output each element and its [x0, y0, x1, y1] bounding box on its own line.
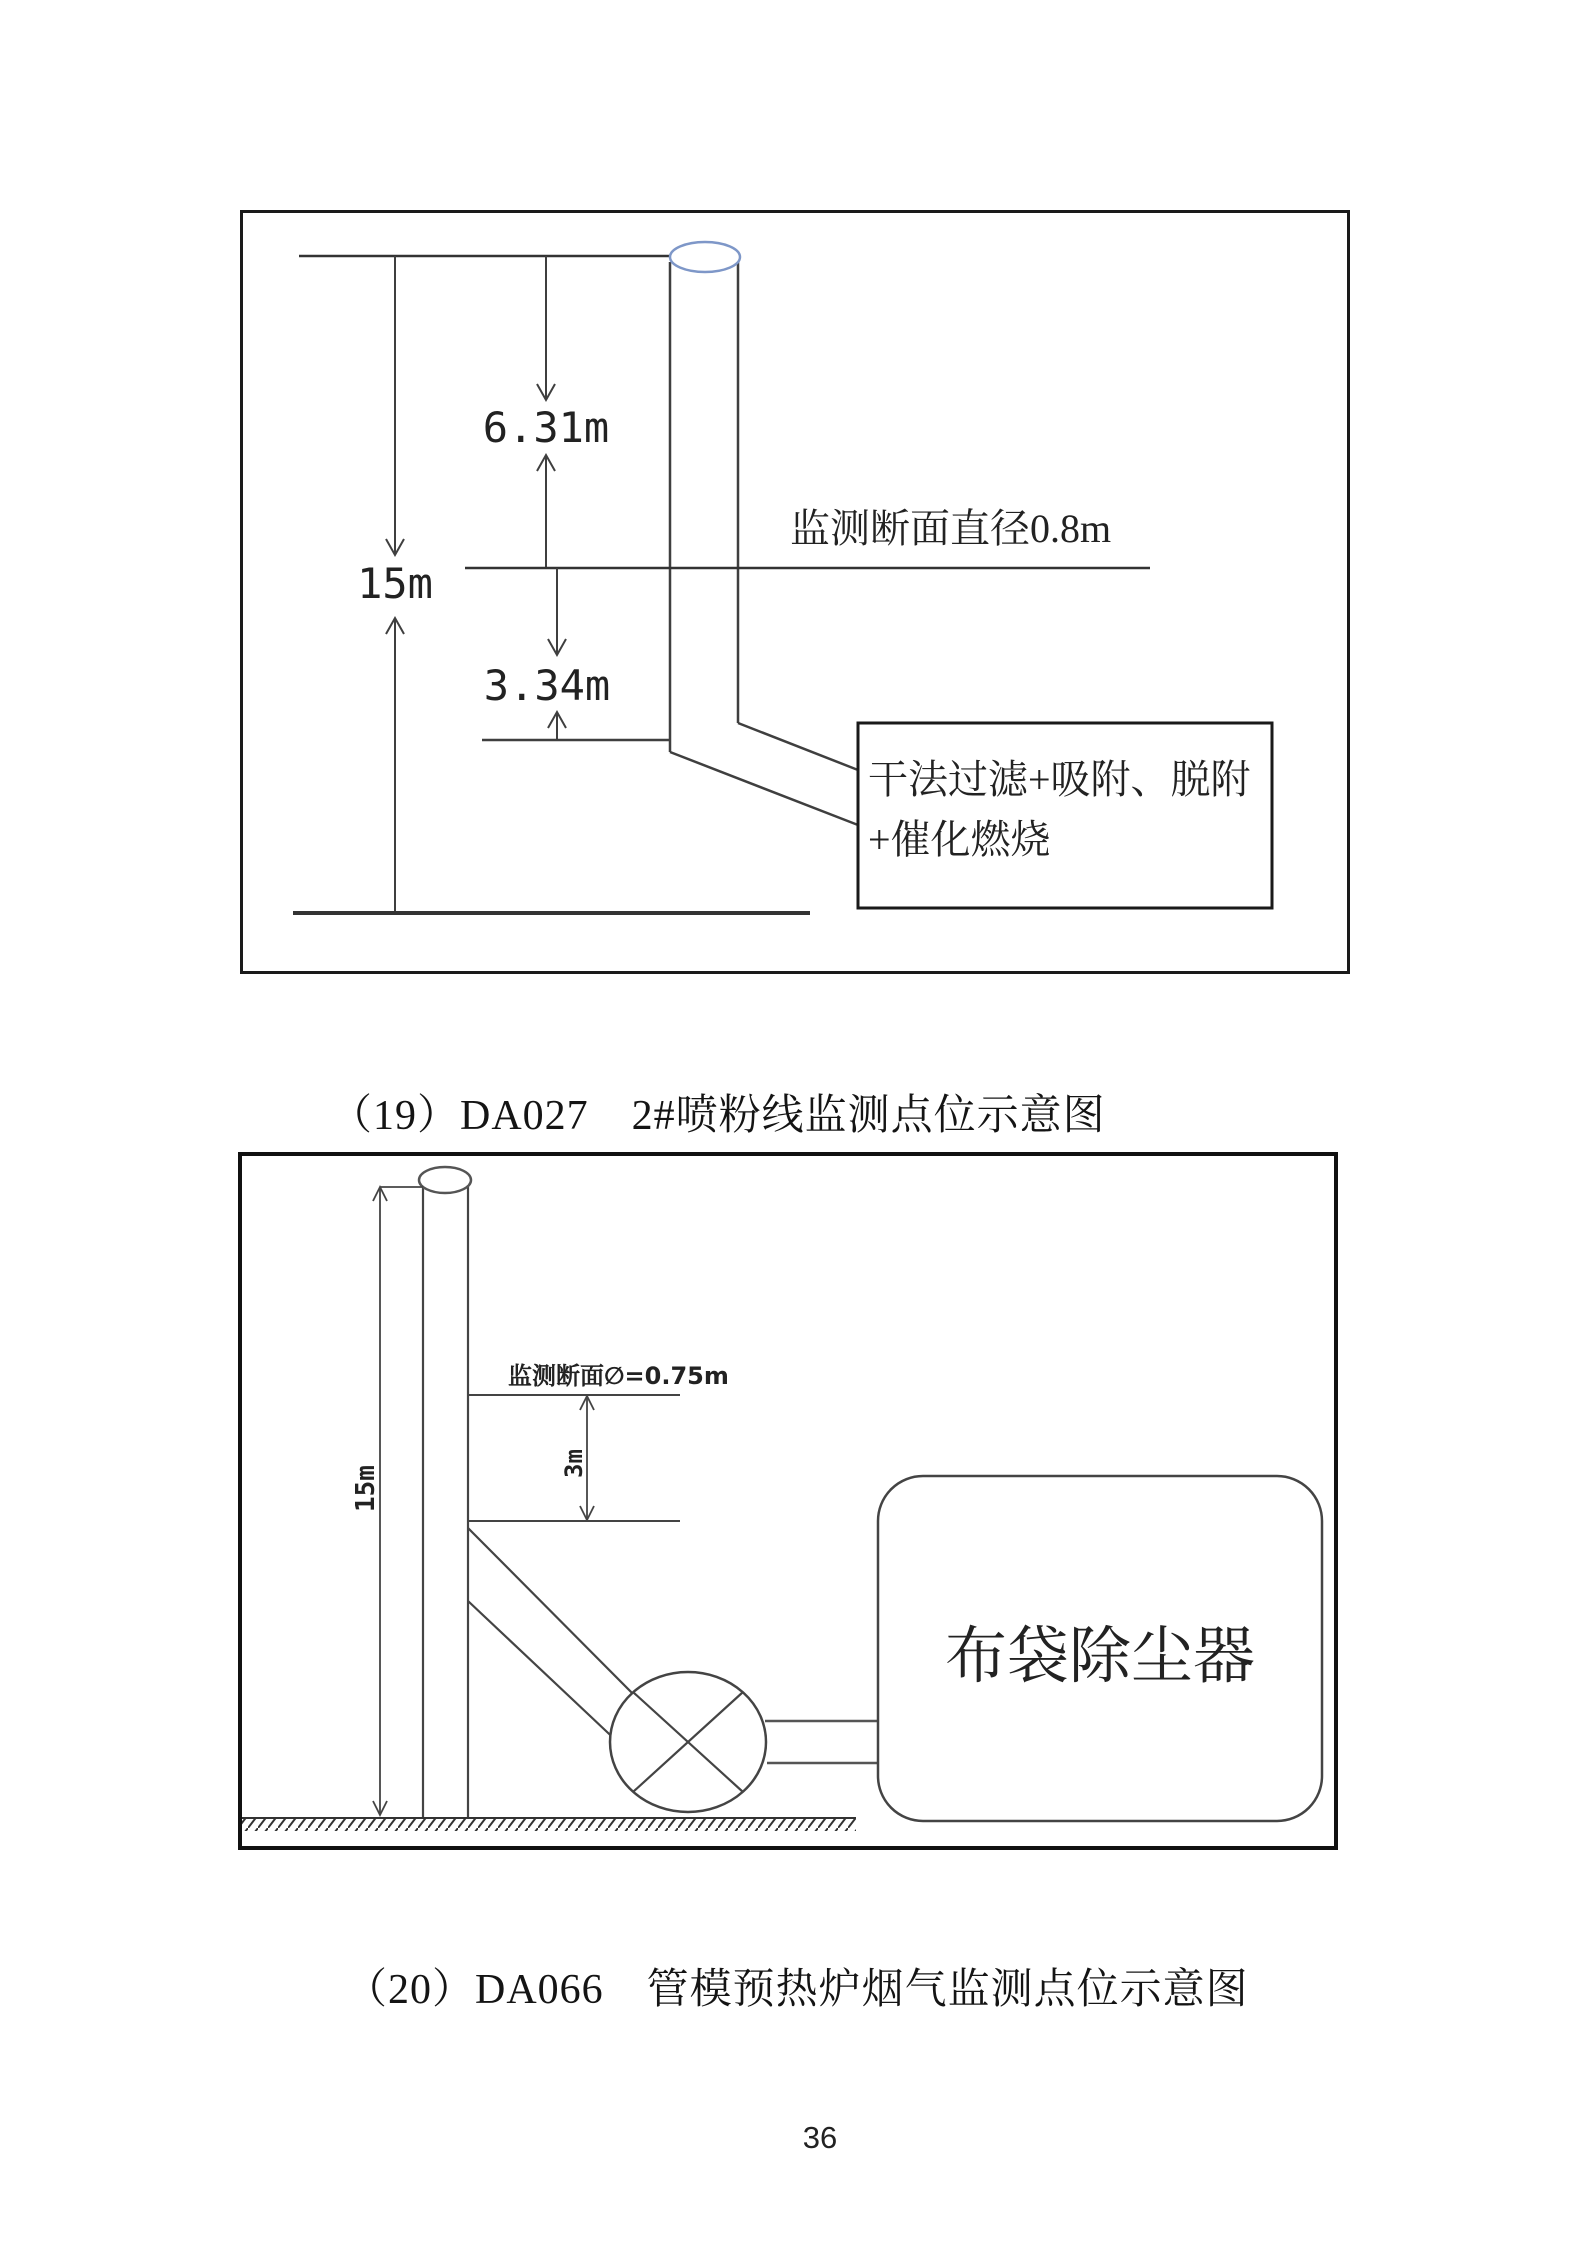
treatment-box-line2: +催化燃烧 [868, 817, 1051, 862]
figure-stack-a [240, 210, 1350, 974]
dim-334-label: 3.34m [483, 661, 611, 710]
caption-20: （20）DA066 管模预热炉烟气监测点位示意图 [345, 1967, 1249, 2013]
dim-631-label: 6.31m [482, 403, 610, 452]
dim-3m-label: 3m [560, 1449, 588, 1478]
dust-collector-label: 布袋除尘器 [944, 1623, 1256, 1691]
figure-stack-b [238, 1152, 1338, 1850]
page-number: 36 [802, 2120, 838, 2155]
treatment-box [858, 723, 1272, 908]
monitor-section-label: 监测断面直径0.8m [790, 506, 1112, 551]
treatment-box-line1: 干法过滤+吸附、脱附 [868, 757, 1251, 802]
dim-15m-label: 15m [351, 1465, 381, 1512]
dim-15m-label: 15m [357, 559, 433, 608]
stack-outlet-ellipse [670, 242, 740, 272]
ground-hatch [242, 1819, 856, 1831]
stack-outlet-ellipse [419, 1167, 471, 1193]
caption-19: （19）DA027 2#喷粉线监测点位示意图 [330, 1093, 1106, 1139]
monitor-section-label: 监测断面∅=0.75m [508, 1362, 729, 1390]
